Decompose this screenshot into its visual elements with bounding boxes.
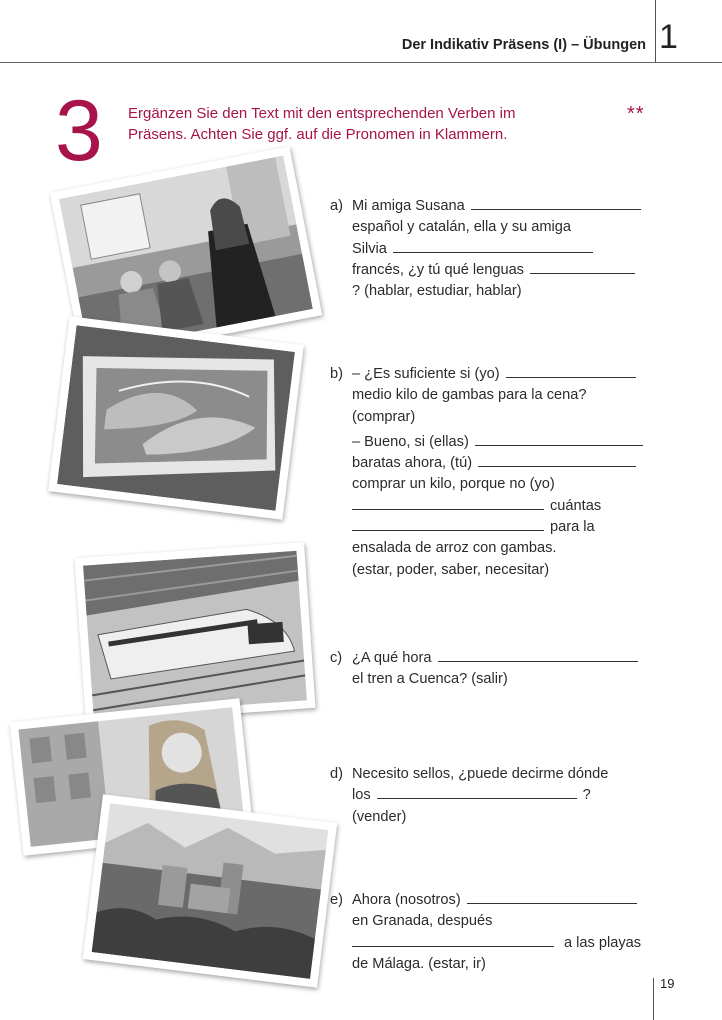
item-text: (comprar) (352, 408, 416, 425)
difficulty-stars: ** (627, 103, 645, 125)
item-text: (vender) (352, 808, 407, 825)
item-label: c) (330, 650, 343, 666)
item-text: – Bueno, si (ellas) (352, 433, 469, 450)
item-c (330, 648, 660, 691)
item-label: d) (330, 766, 343, 782)
item-text: cuántas (550, 497, 602, 514)
item-text: los (352, 787, 371, 804)
item-text: (estar, poder, saber, necesitar) (352, 561, 550, 578)
item-text: – ¿Es suficiente si (yo) (352, 366, 500, 382)
answer-blank[interactable] (471, 196, 641, 210)
answer-blank[interactable] (438, 648, 638, 662)
train-photo (74, 542, 315, 724)
item-text: Necesito sellos, ¿puede decirme dónde (352, 766, 609, 782)
instruction-line-2: Präsens. Achten Sie ggf. auf die Pronomen in Klammern. (128, 126, 508, 143)
item-label: b) (330, 366, 343, 382)
item-text: a las playas (564, 934, 642, 951)
instruction-line-1: Ergänzen Sie den Text mit den entsprechenden Verben im (128, 105, 516, 122)
answer-blank[interactable] (478, 453, 636, 467)
item-text: español y catalán, ella y su amiga (352, 219, 572, 236)
answer-blank[interactable] (393, 239, 593, 253)
item-text: Silvia (352, 240, 387, 257)
item-text: en Granada, después (352, 913, 493, 930)
header-title: Der Indikativ Präsens (I) – Übungen (401, 37, 646, 53)
item-text: francés, ¿y tú qué lenguas (352, 261, 524, 278)
item-text: baratas ahora, (tú) (352, 455, 473, 472)
item-label: a) (330, 198, 343, 214)
item-text: ¿A qué hora (352, 650, 432, 666)
item-text: Ahora (nosotros) (352, 892, 461, 908)
item-a (330, 196, 660, 302)
answer-blank[interactable] (352, 517, 544, 531)
item-text: de Málaga. (estar, ir) (352, 955, 486, 972)
item-text: ? (hablar, estudiar, hablar) (352, 283, 522, 300)
answer-blank[interactable] (352, 496, 544, 510)
answer-blank[interactable] (377, 785, 577, 799)
item-text: para la (550, 519, 595, 536)
item-text: el tren a Cuenca? (salir) (352, 671, 508, 688)
prawns-photo (48, 316, 304, 519)
answer-blank[interactable] (352, 933, 554, 947)
item-text: comprar un kilo, porque no (yo) (352, 476, 555, 493)
item-text: medio kilo de gambas para la cena? (352, 387, 587, 404)
item-text: ? (582, 787, 591, 804)
item-d (330, 764, 660, 828)
item-e (330, 890, 660, 975)
granada-photo (83, 794, 337, 988)
exercise-number: 3 (55, 83, 103, 179)
header-divider (655, 0, 656, 62)
item-label: e) (330, 892, 343, 908)
item-text: Mi amiga Susana (352, 198, 465, 214)
answer-blank[interactable] (475, 432, 643, 446)
page-number: 19 (660, 976, 675, 991)
footer-divider (653, 978, 654, 1020)
exercise-instruction (128, 103, 568, 145)
item-b (330, 364, 660, 581)
header-rule (0, 62, 722, 63)
chapter-number: 1 (659, 18, 678, 56)
answer-blank[interactable] (506, 364, 636, 378)
answer-blank[interactable] (467, 890, 637, 904)
answer-blank[interactable] (530, 260, 635, 274)
item-text: ensalada de arroz con gambas. (352, 540, 557, 557)
